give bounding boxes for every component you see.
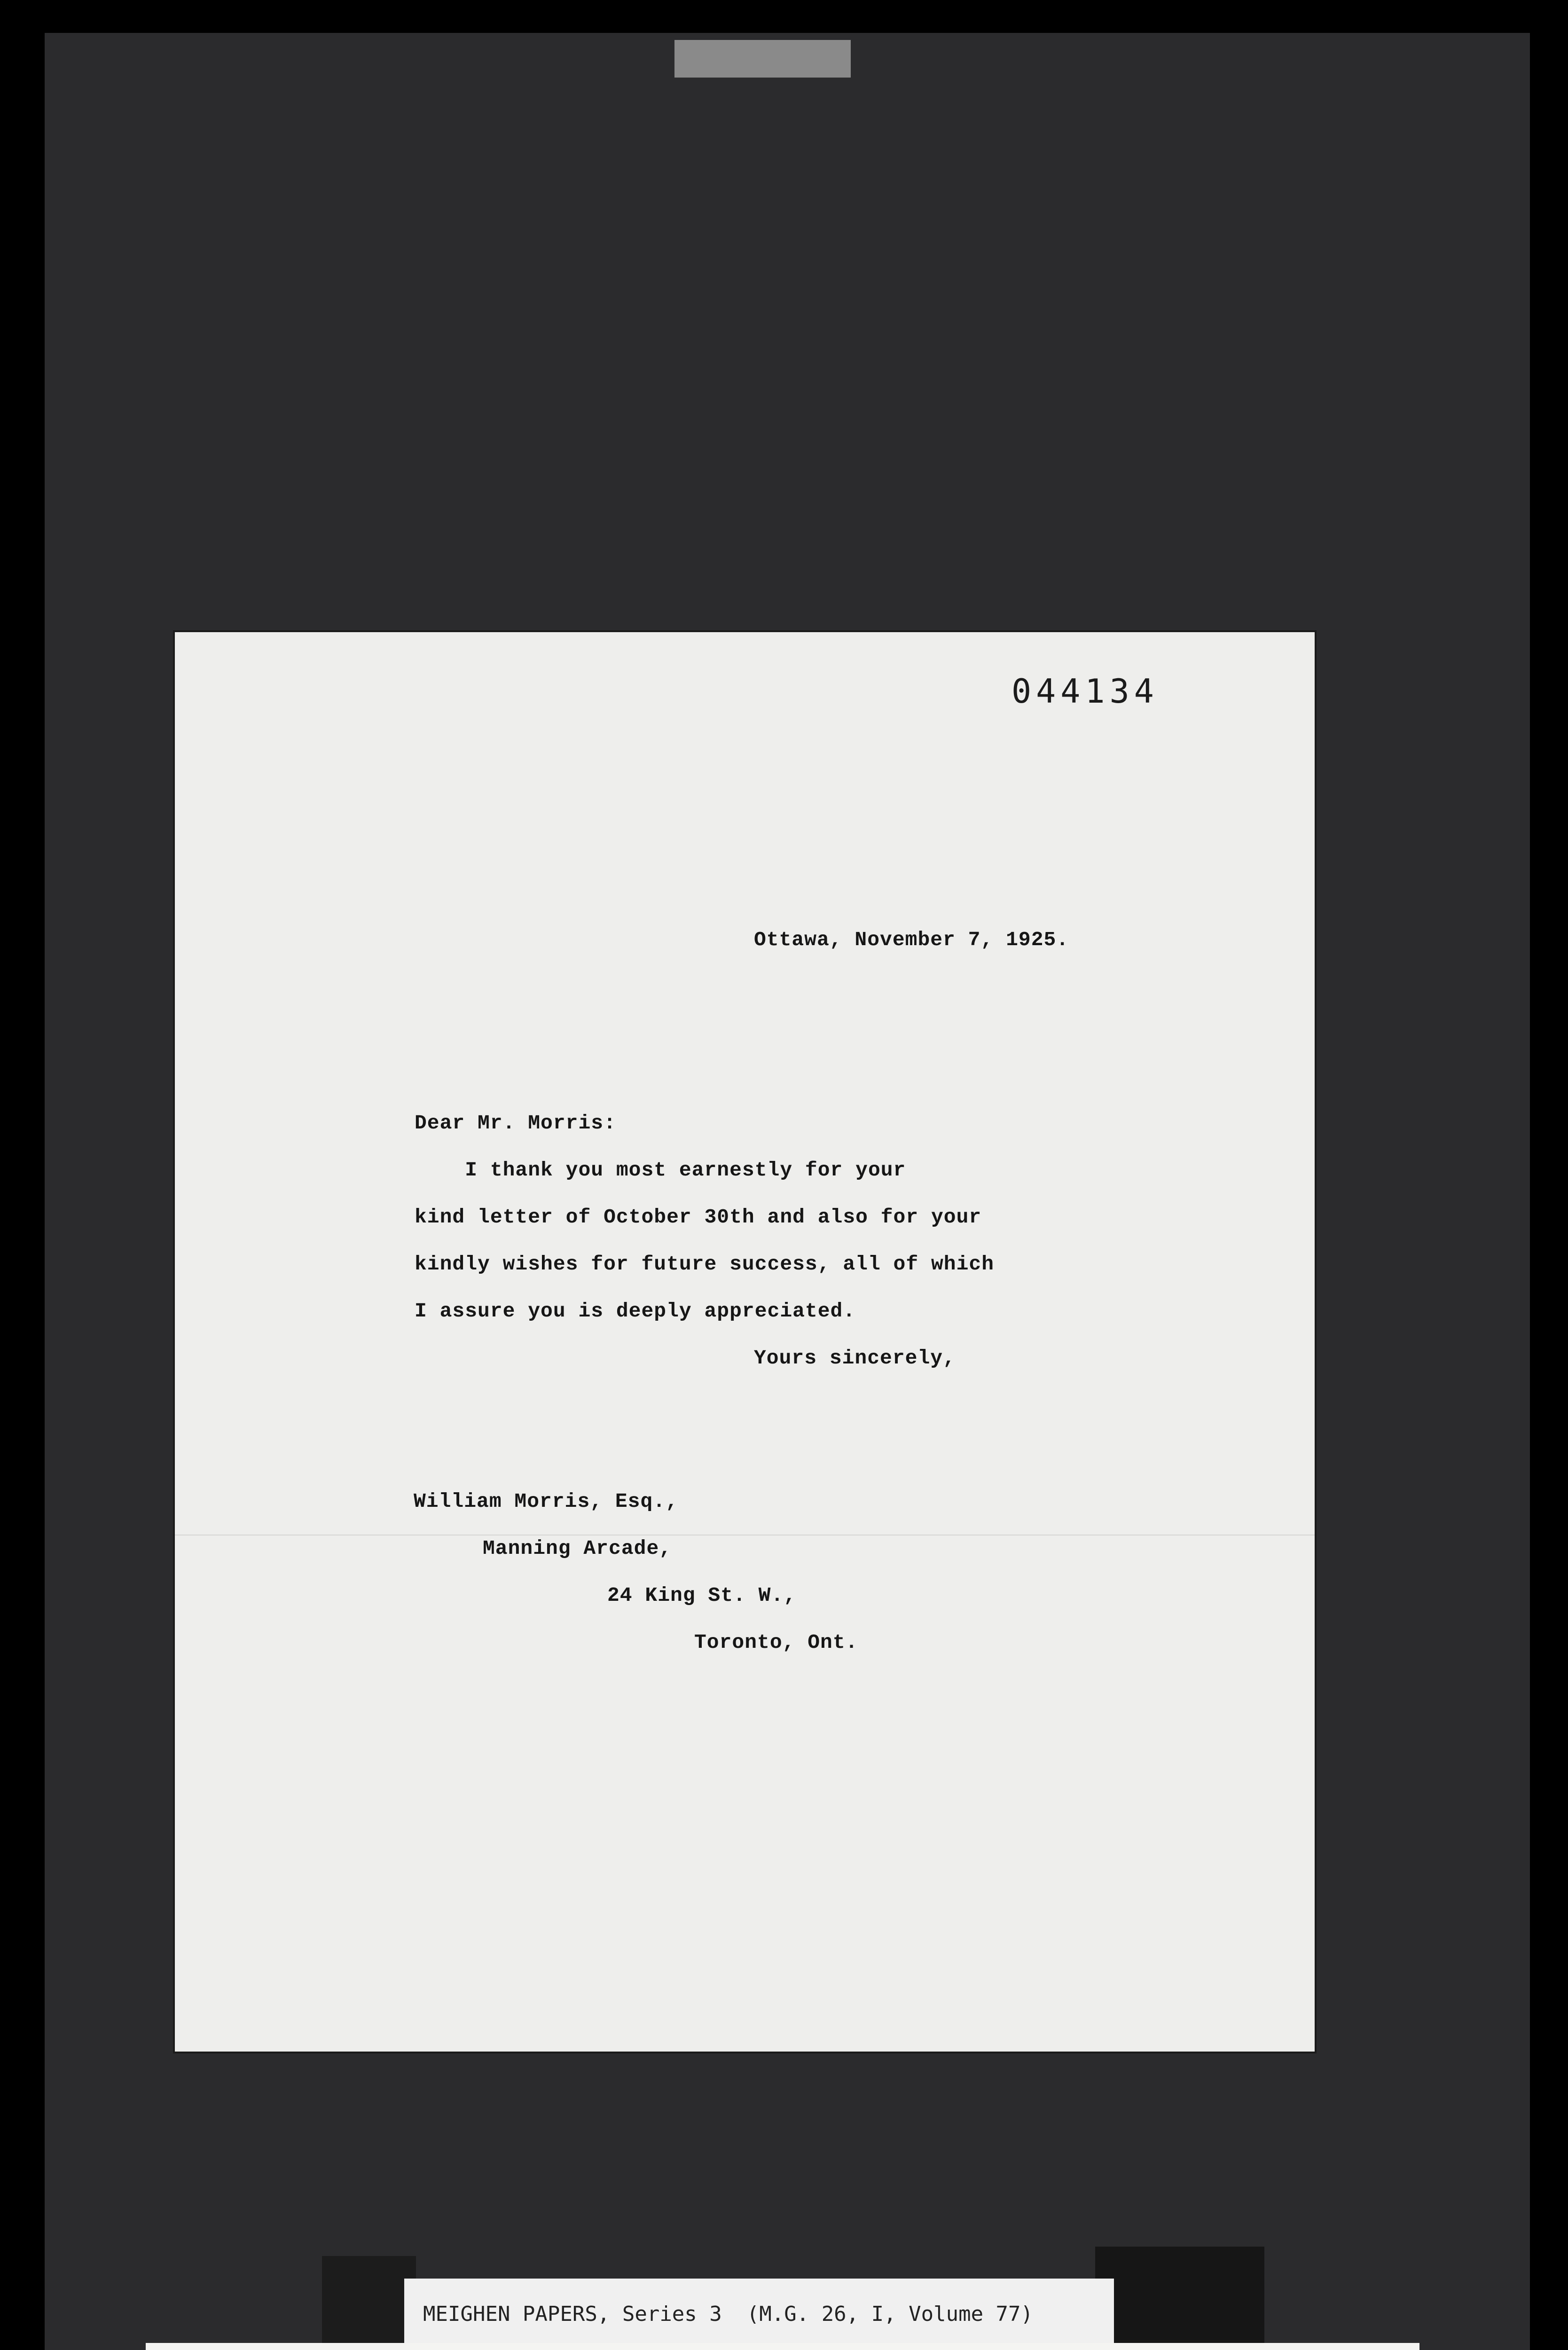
letter-page: [175, 632, 1315, 2052]
letter-salutation: Dear Mr. Morris:: [415, 1112, 616, 1135]
letter-closing: Yours sincerely,: [754, 1347, 956, 1370]
address-line: Manning Arcade,: [483, 1537, 672, 1560]
letter-dateline: Ottawa, November 7, 1925.: [754, 928, 1069, 951]
letter-body-line: I assure you is deeply appreciated.: [415, 1300, 856, 1323]
letter-body-line: kindly wishes for future success, all of which: [415, 1253, 994, 1276]
collection-label-text: MEIGHEN PAPERS, Series 3 (M.G. 26, I, Volume 77): [423, 2302, 1034, 2326]
left-tape: [322, 2256, 416, 2345]
top-tape: [674, 40, 851, 78]
collection-label: [404, 2279, 1114, 2349]
document-number-stamp: 044134: [1011, 672, 1159, 711]
address-line: Toronto, Ont.: [694, 1631, 858, 1654]
letter-body-line: I thank you most earnestly for your: [415, 1159, 906, 1182]
right-tape: [1095, 2247, 1264, 2343]
address-line: William Morris, Esq.,: [414, 1490, 678, 1513]
archive-card: [146, 2343, 1419, 2350]
address-line: 24 King St. W.,: [607, 1584, 797, 1607]
letter-body-line: kind letter of October 30th and also for your: [415, 1206, 982, 1229]
